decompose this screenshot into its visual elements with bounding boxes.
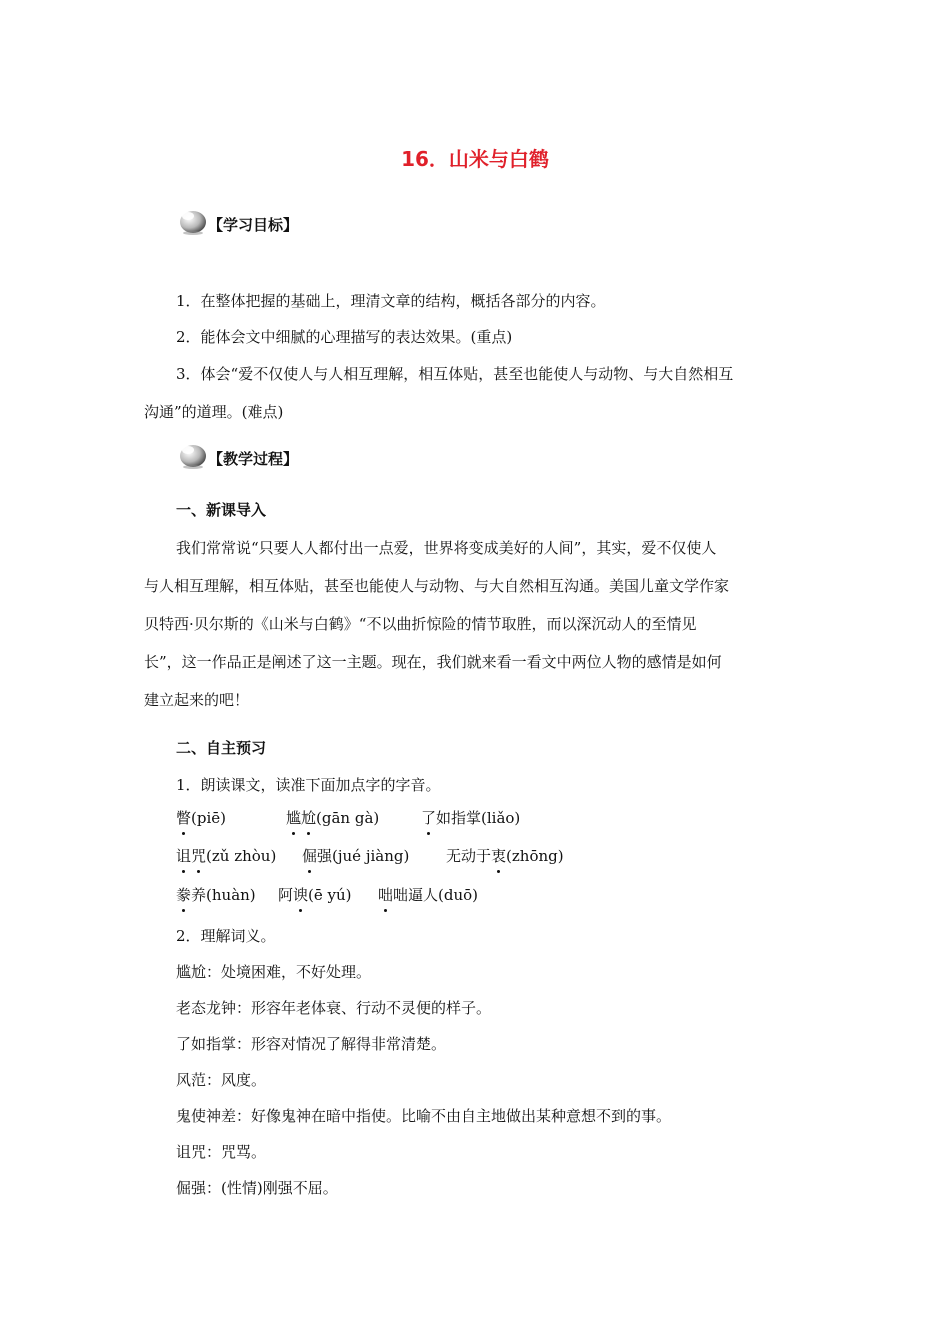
vocab-item: 咄咄逼人(duō) — [378, 886, 479, 904]
vocab-item: 豢养(huàn) — [176, 886, 256, 904]
bowl-icon — [178, 206, 208, 236]
definition-line: 诅咒：咒骂。 — [176, 1143, 267, 1161]
paragraph-line: 贝特西·贝尔斯的《山米与白鹤》“不以曲折惊险的情节取胜，而以深沉动人的至情见 — [144, 615, 697, 633]
definition-line: 老态龙钟：形容年老体衰、行动不灵便的样子。 — [176, 999, 492, 1017]
definition-line: 倔强：(性情)刚强不屈。 — [176, 1179, 338, 1197]
subsection-heading: 二、自主预习 — [176, 739, 267, 757]
process-heading: 【教学过程】 — [208, 450, 299, 468]
objective-item: 3．体会“爱不仅使人与人相互理解，相互体贴，甚至也能使人与动物、与大自然相互 — [176, 365, 734, 383]
definition-line: 风范：风度。 — [176, 1071, 267, 1089]
paragraph-line: 长”，这一作品正是阐述了这一主题。现在，我们就来看一看文中两位人物的感情是如何 — [144, 653, 722, 671]
bowl-icon — [178, 440, 208, 470]
vocab-item: 瞥(piē) — [176, 809, 226, 827]
vocab-item: 阿谀(ē yú) — [278, 886, 352, 904]
subsection-heading: 一、新课导入 — [176, 501, 267, 519]
definition-line: 鬼使神差：好像鬼神在暗中指使。比喻不由自主地做出某种意想不到的事。 — [176, 1107, 672, 1125]
vocab-item: 诅咒(zǔ zhòu) — [176, 847, 277, 865]
definition-line: 了如指掌：形容对情况了解得非常清楚。 — [176, 1035, 447, 1053]
objective-item: 1．在整体把握的基础上，理清文章的结构，概括各部分的内容。 — [176, 292, 606, 310]
vocab-item: 倔强(jué jiàng) — [302, 847, 410, 865]
vocab-item: 尴尬(gān gà) — [286, 809, 380, 827]
definition-line: 尴尬：处境困难，不好处理。 — [176, 963, 372, 981]
paragraph-line: 建立起来的吧！ — [144, 691, 250, 709]
paragraph-line: 与人相互理解，相互体贴，甚至也能使人与动物、与大自然相互沟通。美国儿童文学作家 — [144, 577, 730, 595]
objective-item: 2．能体会文中细腻的心理描写的表达效果。(重点) — [176, 328, 513, 346]
objective-item-continued: 沟通”的道理。(难点) — [144, 403, 284, 421]
vocab-item: 了如指掌(liǎo) — [421, 809, 521, 827]
paragraph-line: 我们常常说“只要人人都付出一点爱，世界将变成美好的人间”，其实，爱不仅使人 — [176, 539, 717, 557]
task-line: 1．朗读课文，读准下面加点字的字音。 — [176, 776, 441, 794]
task-line: 2．理解词义。 — [176, 927, 276, 945]
page-title: 16．山米与白鹤 — [401, 147, 549, 171]
vocab-item: 无动于衷(zhōng) — [446, 847, 564, 865]
objectives-heading: 【学习目标】 — [208, 216, 299, 234]
